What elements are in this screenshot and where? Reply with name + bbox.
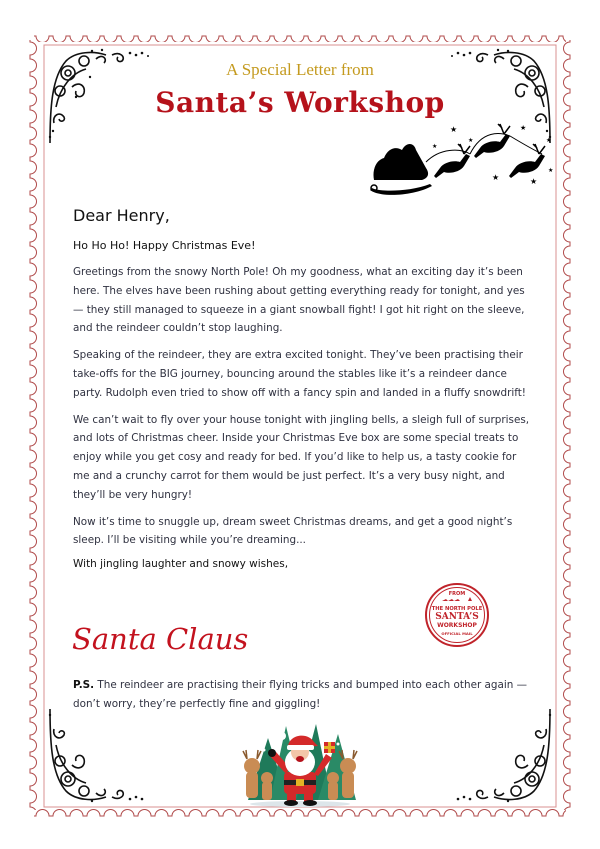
ps-label: P.S. — [73, 679, 95, 691]
svg-text:★: ★ — [492, 173, 500, 182]
svg-text:★: ★ — [468, 137, 474, 144]
paragraph: We can’t wait to fly over your house tonight with jingling bells, a sleigh full of surprises, and lots of Christmas cheer. Inside your Christmas Eve box are some special treats to enjoy while you get cosy and ready for bed. If you’d like to help us, a tasty cookie for me and a crunchy carrot for them would be just perfect. It’s a very busy night, and they’ll be very hungry! — [73, 413, 530, 501]
svg-text:★: ★ — [450, 125, 458, 134]
greeting: Dear Henry, — [73, 206, 170, 225]
paragraph: Greetings from the snowy North Pole! Oh my goodness, what an exciting day it’s been here. The elves have been rushing about getting everything ready for tonight, and yes — they still managed to squeeze in a giant snowball fight! I got hit right on the sleeve, and the reindeer couldn’t stop laughing. — [73, 266, 525, 335]
closing-line: With jingling laughter and snowy wishes, — [73, 558, 289, 571]
stamp-line-workshop: WORKSHOP — [437, 622, 477, 629]
santa-sleigh-reindeer-icon — [370, 118, 555, 198]
postmark-stamp-icon — [424, 582, 490, 648]
letter-title: Santa’s Workshop — [155, 86, 445, 119]
svg-text:★: ★ — [530, 177, 538, 186]
letter-body — [73, 206, 533, 570]
svg-text:★: ★ — [432, 143, 438, 150]
svg-text:★: ★ — [548, 167, 554, 174]
stamp-line-santas: SANTA’S — [435, 612, 479, 622]
opening-line: Ho Ho Ho! Happy Christmas Eve! — [73, 239, 256, 252]
paragraph: Now it’s time to snuggle up, dream sweet Christmas dreams, and get a good night’s sleep. I’ll be visiting while you’re dreaming... — [73, 515, 513, 547]
svg-text:★: ★ — [520, 124, 527, 132]
ps-text: The reindeer are practising their flying tricks and bumped into each other again — don’t worry, they’re perfectly fine and giggling! — [73, 679, 528, 710]
postscript — [73, 676, 533, 714]
signature: Santa Claus — [72, 622, 249, 656]
santa-with-reindeer-illustration — [234, 720, 366, 808]
stamp-line-from: FROM — [448, 591, 466, 597]
paragraph: Speaking of the reindeer, they are extra excited tonight. They’ve been practising their take-offs for the BIG journey, bouncing around the stables like it’s a reindeer dance party. Rudolph even tried to show off with a fancy spin and landed in a fluffy snowdrift! — [73, 349, 526, 399]
letter-subtitle: A Special Letter from — [226, 60, 374, 79]
stamp-line-official: OFFICIAL MAIL — [441, 631, 473, 636]
svg-text:★: ★ — [546, 137, 552, 144]
flourish-corner-icon — [46, 705, 156, 805]
flourish-corner-icon — [444, 705, 554, 805]
stamp-line-north-pole: THE NORTH POLE — [431, 606, 483, 612]
